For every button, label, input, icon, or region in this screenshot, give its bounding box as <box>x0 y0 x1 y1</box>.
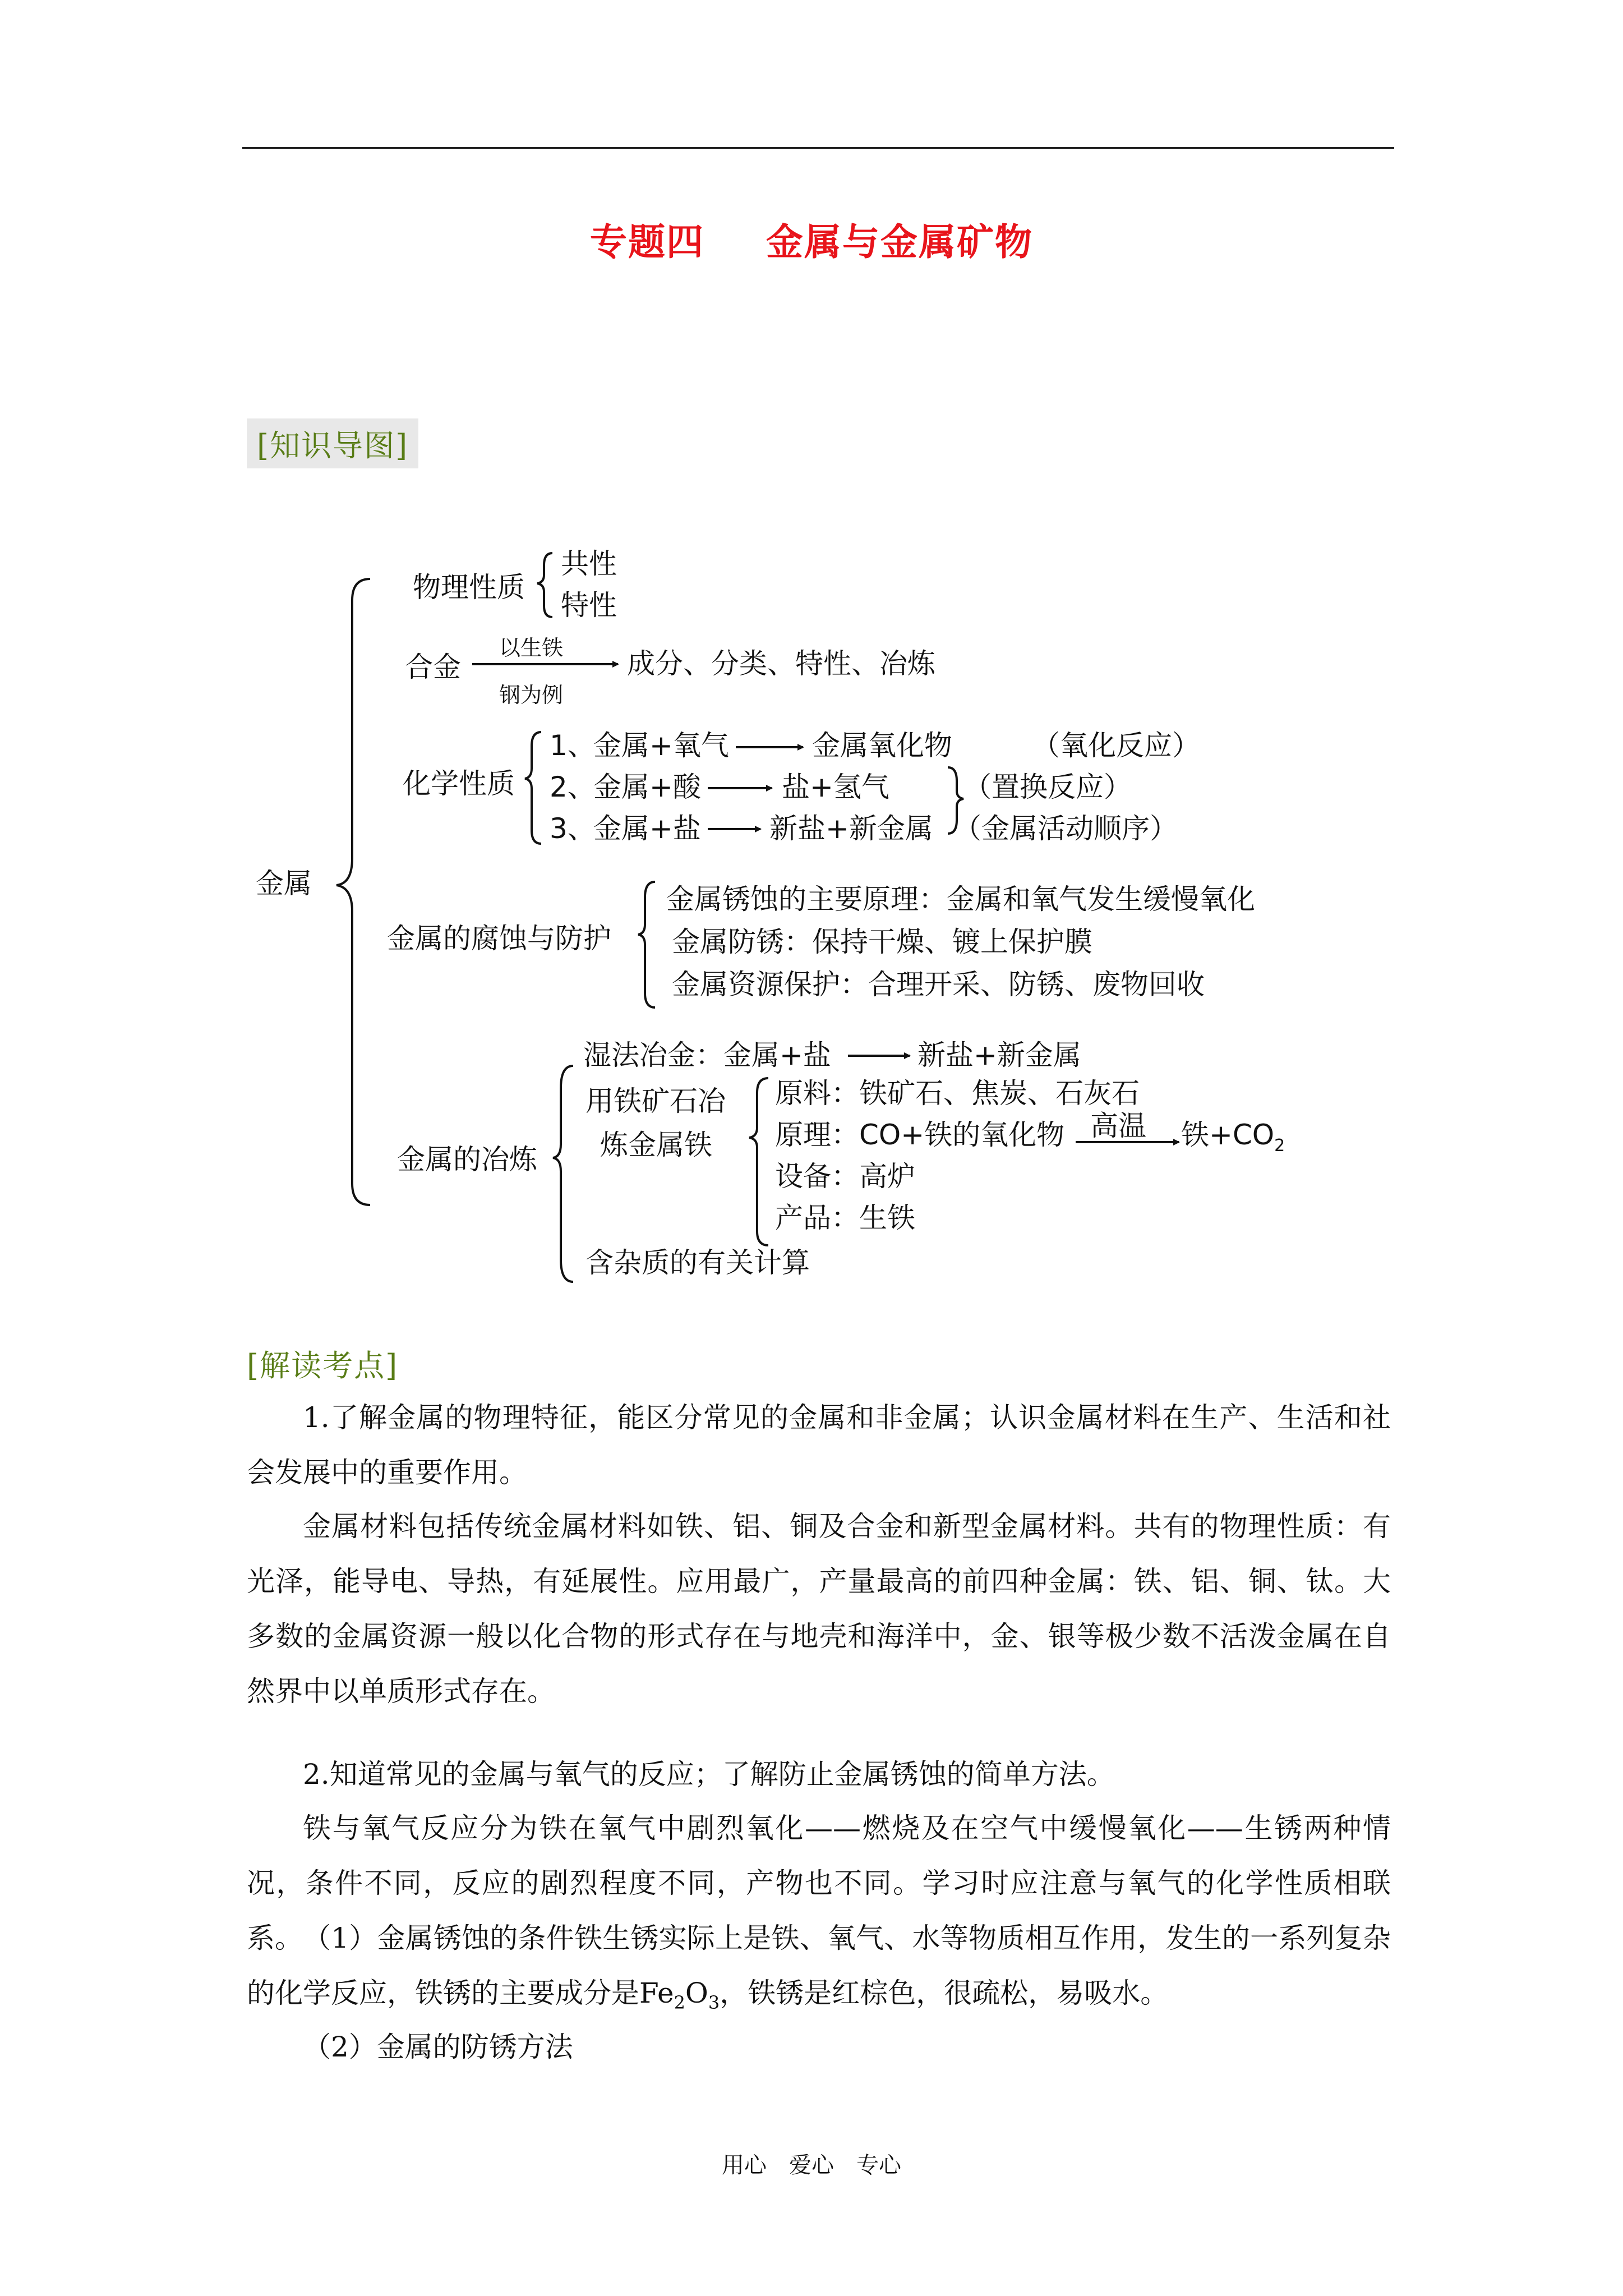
impurity-calc: 含杂质的有关计算 <box>585 1246 810 1279</box>
chem-note-a: （置换反应） <box>963 771 1132 803</box>
root-brace <box>336 579 370 1205</box>
corrosion-brace <box>638 882 655 1007</box>
paragraph-rust-tail: ，铁锈是红棕色，很疏松，易吸水。 <box>720 1977 1169 2009</box>
alloy-arrow-below: 钢为例 <box>499 683 564 707</box>
physical-label: 物理性质 <box>413 571 525 604</box>
corrosion-label: 金属的腐蚀与防护 <box>387 922 611 955</box>
page-footer: 用心 爱心 专心 <box>722 2152 901 2178</box>
chem-r1-left: 金属+氧气 <box>593 729 729 762</box>
chemical-label: 化学性质 <box>403 767 515 800</box>
iron-label-2: 炼金属铁 <box>600 1129 712 1161</box>
alloy-result: 成分、分类、特性、冶炼 <box>627 647 935 680</box>
physical-brace <box>537 553 552 617</box>
wet-left: 湿法冶金：金属+盐 <box>583 1039 831 1071</box>
paragraph: 1.了解金属的物理特征，能区分常见的金属和非金属；认识金属材料在生产、生活和社会发展中的重要作用。 <box>247 1401 1391 1489</box>
chem-r3-num: 3、 <box>550 812 596 845</box>
corrosion-item: 金属锈蚀的主要原理：金属和氧气发生缓慢氧化 <box>666 883 1255 915</box>
fe2o3-formula: $Fe_2O_3$ <box>639 1977 720 2013</box>
chem-r1-right: 金属氧化物 <box>812 729 952 762</box>
paragraph-rust-text: （1）金属锈蚀的条件铁生锈实际上是铁、氧气、水等物质相互作用，发生的一系列复杂的化学反应，铁锈的主要成分是 <box>247 1922 1391 2009</box>
chem-r1-num: 1、 <box>550 729 596 762</box>
corrosion-item: 金属资源保护：合理开采、防锈、废物回收 <box>672 968 1205 1001</box>
corrosion-item: 金属防锈：保持干燥、镀上保护膜 <box>672 926 1092 958</box>
chem-r2-left: 金属+酸 <box>593 771 701 803</box>
principle-left: 原理：CO+铁的氧化物 <box>775 1119 1065 1151</box>
physical-item: 特性 <box>561 589 617 622</box>
alloy-label: 合金 <box>405 651 461 683</box>
smelting-label: 金属的冶炼 <box>397 1143 537 1176</box>
chem-note-b: （金属活动顺序） <box>953 812 1178 845</box>
chem-r3-left: 金属+盐 <box>593 812 701 845</box>
principle-right <box>1181 1119 1285 1156</box>
product: 产品：生铁 <box>775 1202 915 1234</box>
chem-r1-note: （氧化反应） <box>1032 729 1200 762</box>
chem-r3-right: 新盐+新金属 <box>769 812 933 845</box>
paragraph: 铁与氧气反应分为铁在氧气中剧烈氧化——燃烧及在空气中缓慢氧化——生锈两种情况，条件不同，反应的剧烈程度不同，产物也不同。学习时应注意与氧气的化学性质相联系。 <box>247 1812 1391 1954</box>
smelting-brace <box>553 1066 573 1282</box>
iron-brace <box>749 1078 768 1245</box>
alloy-arrow-above: 以生铁 <box>499 636 564 660</box>
principle-right-main: 铁+CO <box>1181 1119 1275 1151</box>
principle-condition: 高温 <box>1090 1110 1146 1142</box>
physical-item: 共性 <box>561 547 617 580</box>
root-label: 金属 <box>256 867 312 900</box>
principle-right-subscript: 2 <box>1274 1136 1285 1156</box>
chem-r2-right: 盐+氢气 <box>782 771 889 803</box>
title-part-2: 金属与金属矿物 <box>766 220 1033 264</box>
chemical-brace <box>525 732 541 844</box>
chem-r2-num: 2、 <box>550 771 596 803</box>
wet-right: 新盐+新金属 <box>917 1039 1081 1071</box>
raw-materials: 原料：铁矿石、焦炭、石灰石 <box>775 1077 1140 1110</box>
section-heading-exam-points: [解读考点] <box>247 1348 399 1383</box>
paragraph: 2.知道常见的金属与氧气的反应；了解防止金属锈蚀的简单方法。 <box>303 1758 1115 1791</box>
paragraph-rust <box>247 1911 1391 2030</box>
device: 设备：高炉 <box>775 1160 915 1193</box>
section-heading-mindmap: [知识导图] <box>247 418 418 468</box>
iron-label-1: 用铁矿石冶 <box>585 1085 726 1117</box>
title-part-1: 专题四 <box>590 220 704 264</box>
paragraph: 金属材料包括传统金属材料如铁、铝、铜及合金和新型金属材料。共有的物理性质：有光泽，能导电、导热，有延展性。应用最广，产量最高的前四种金属：铁、铝、铜、钛。大多数的金属资源一般以化合物的形式存在与地壳和海洋中，金、银等极少数不活泼金属在自然界中以单质形式存在。 <box>247 1510 1391 1708</box>
paragraph: （2）金属的防锈方法 <box>303 2031 573 2063</box>
